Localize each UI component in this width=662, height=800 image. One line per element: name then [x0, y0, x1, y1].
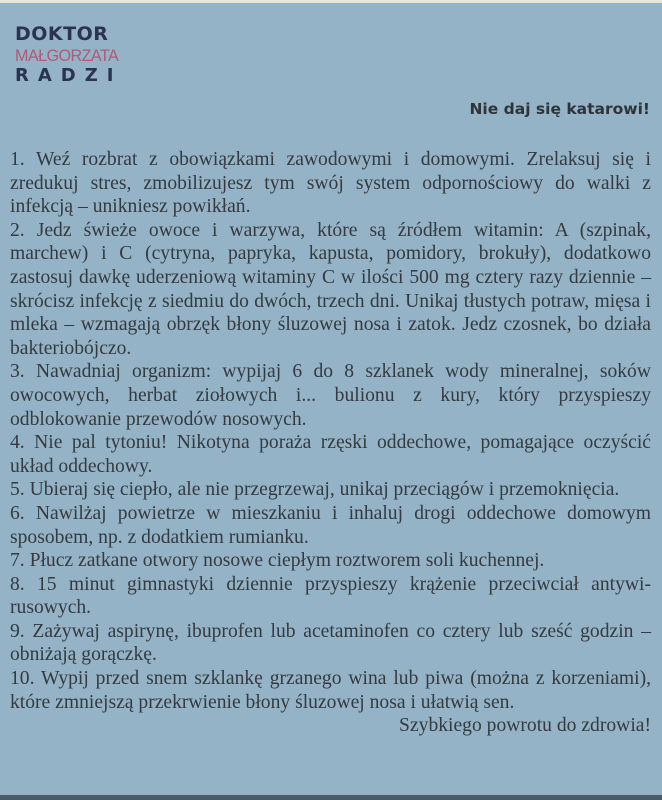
column-masthead	[15, 25, 124, 85]
tip-item: 8. 15 minut gimnastyki dziennie przyspieszy krążenie przeciwciał antywirusowych.	[10, 573, 651, 619]
article-body	[10, 148, 651, 738]
tip-item: 10. Wypij przed snem szklankę grzanego wina lub piwa (można z korzeniami), które zmniejszą przekrwienie błony śluzowej nosa i ułatwią sen.	[10, 668, 651, 713]
tip-item: 4. Nie pal tytoniu! Nikotyna poraża rzęski oddechowe, pomagające oczyścić układ oddechowy.	[10, 432, 651, 477]
tip-item: 1. Weź rozbrat z obowiązkami zawodowymi i domowymi. Zrelaksuj się i zredukuj stres, zmobilizujesz tym swój system odpornościowy do walki z infekcją – unikniesz powikłań.	[10, 149, 651, 218]
tip-item: 2. Jedz świeże owoce i warzywa, które są źródłem witamin: A (szpinak, marchew) i C (cytryna, papryka, kapusta, pomidory, brokuły), dodatkowo zastosuj dawkę uderzeniową witaminy C w ilości 500 mg cztery razy dziennie – skrócisz infekcję z siedmiu do dwóch, trzech dni. Unikaj tłustych potraw, mięsa i mleka – wzmagają obrzęk błony śluzowej nosa i zatok. Jedz czosnek, bo działa bakteriobójczo.	[10, 219, 651, 359]
masthead-doktor: DOKTOR	[15, 23, 109, 45]
tip-item: 9. Zażywaj aspirynę, ibuprofen lub acetaminofen co cztery lub sześć godzin – obniżają gorączkę.	[10, 620, 651, 666]
tip-item: 7. Płucz zatkane otwory nosowe ciepłym roztworem soli kuchennej.	[10, 550, 545, 572]
masthead-name: MAŁGORZATA	[15, 46, 119, 65]
magazine-page	[0, 3, 662, 800]
masthead-radzi: RADZI	[15, 65, 123, 86]
signoff: Szybkiego powrotu do zdrowia!	[399, 715, 651, 737]
tip-item: 6. Nawilżaj powietrze w mieszkaniu i inhaluj drogi oddechowe domowym sposobem, np. z dodatkiem rumianku.	[10, 502, 651, 548]
tip-item: 3. Nawadniaj organizm: wypijaj 6 do 8 szklanek wody mineralnej, soków owocowych, herbat ziołowych i... bulionu z kury, który przyspieszy odblokowanie przewodów nosowych.	[10, 361, 651, 430]
tip-item: 5. Ubieraj się ciepło, ale nie przegrzewaj, unikaj przeciągów i przemoknięcia.	[10, 479, 620, 501]
article-headline: Nie daj się katarowi!	[469, 100, 650, 118]
